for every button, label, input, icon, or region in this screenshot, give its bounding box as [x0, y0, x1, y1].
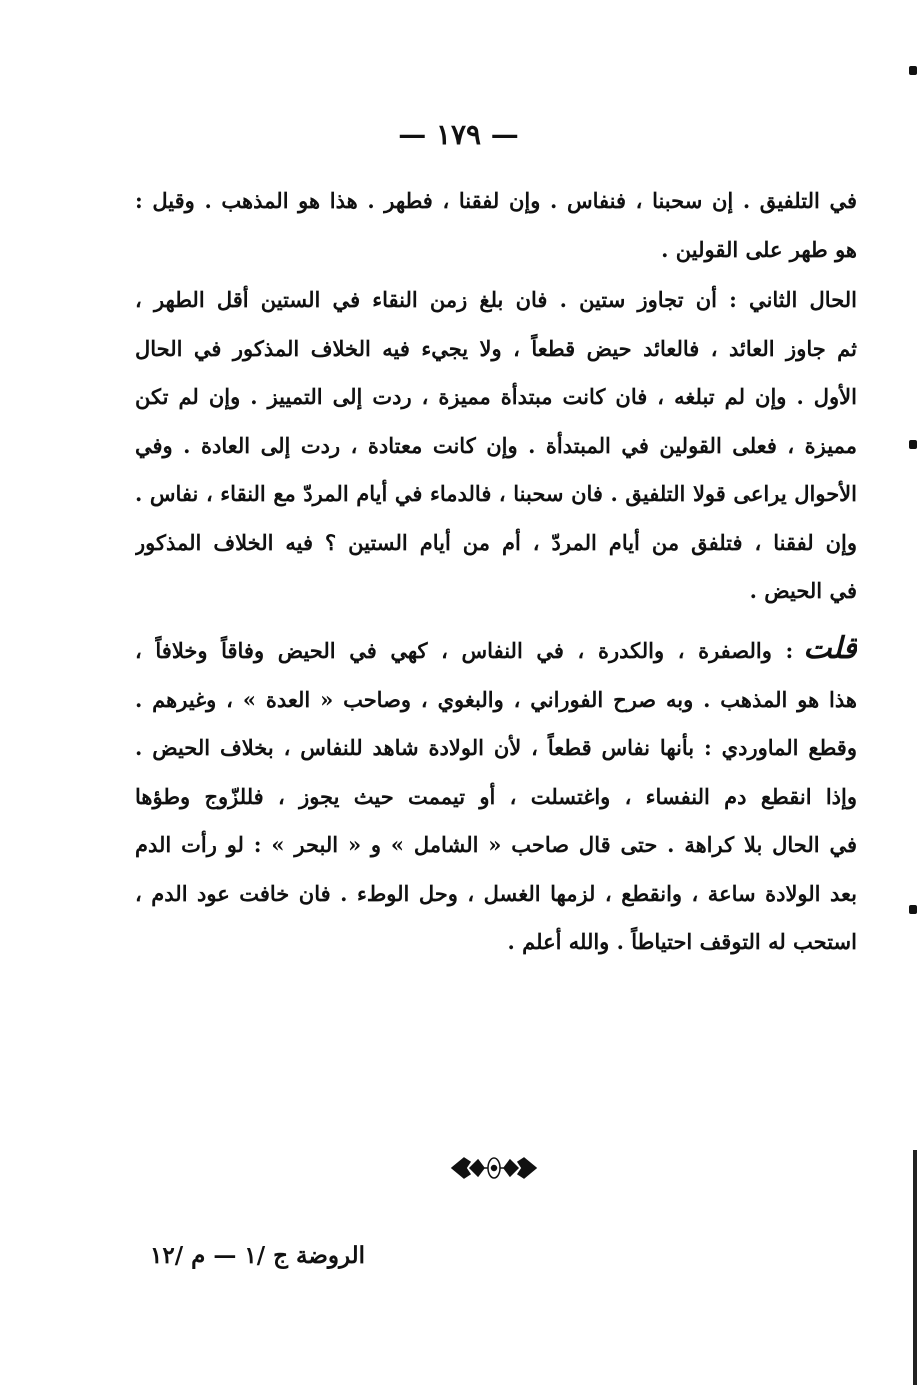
paragraph-second-state [135, 276, 857, 616]
page-number: — ١٧٩ — [398, 118, 519, 151]
text-line: وقطع الماوردي : بأنها نفاس قطعاً ، لأن الولادة شاهد للنفاس ، بخلاف الحيض . [135, 735, 857, 760]
margin-mark [909, 440, 917, 449]
paragraph-qult [135, 625, 857, 967]
text-line: في التلفيق . إن سحبنا ، فنفاس . وإن لفقنا ، فطهر . هذا هو المذهب . وقيل : [135, 188, 857, 213]
margin-mark [909, 905, 917, 914]
text-line: الحال الثاني : أن تجاوز ستين . فان بلغ زمن النقاء في الستين أقل الطهر ، [135, 287, 857, 312]
text-line: وإذا انقطع دم النفساء ، واغتسلت ، أو تيممت حيث يجوز ، فللزّوج وطؤها [135, 783, 857, 809]
margin-mark [909, 66, 917, 75]
text-line: وإن لفقنا ، فتلفق من أيام المردّ ، أم من أيام الستين ؟ فيه الخلاف المذكور [135, 529, 857, 555]
signature-footer: الروضة ج /١ — م /١٢ [150, 1242, 366, 1269]
text-line: في الحال بلا كراهة . حتى قال صاحب « الشامل » و « البحر » : لو رأت الدم [135, 832, 857, 857]
page-edge-shadow [913, 1150, 917, 1385]
text-line: هو طهر على القولين . [661, 236, 857, 262]
text-line: الأول . وإن لم تبلغه ، فان كانت مبتدأة مميزة ، ردت إلى التمييز . وإن لم تكن [135, 384, 857, 409]
text-line: في الحيض . [749, 578, 857, 603]
text-line-rest: : والصفرة ، والكدرة ، في النفاس ، كهي في الحيض وفاقاً وخلافاً ، [135, 638, 794, 663]
ornament-divider-icon [448, 1148, 540, 1188]
text-line: استحب له التوقف احتياطاً . والله أعلم . [507, 929, 857, 954]
qult-heading: قلت [803, 631, 857, 666]
paragraph-continuation [135, 177, 857, 274]
text-line: مميزة ، فعلى القولين في المبتدأة . وإن كانت معتادة ، ردت إلى العادة . وفي [135, 432, 857, 458]
text-line [135, 625, 857, 676]
text-line: ثم جاوز العائد ، فالعائد حيض قطعاً ، ولا يجيء فيه الخلاف المذكور في الحال [135, 335, 857, 361]
text-line: الأحوال يراعى قولا التلفيق . فان سحبنا ، فالدماء في أيام المردّ مع النقاء ، نفاس . [135, 481, 857, 506]
text-line: هذا هو المذهب . وبه صرح الفوراني ، والبغوي ، وصاحب « العدة » ، وغيرهم . [135, 686, 857, 712]
text-line: بعد الولادة ساعة ، وانقطع ، لزمها الغسل ، وحل الوطء . فان خافت عود الدم ، [135, 880, 857, 906]
